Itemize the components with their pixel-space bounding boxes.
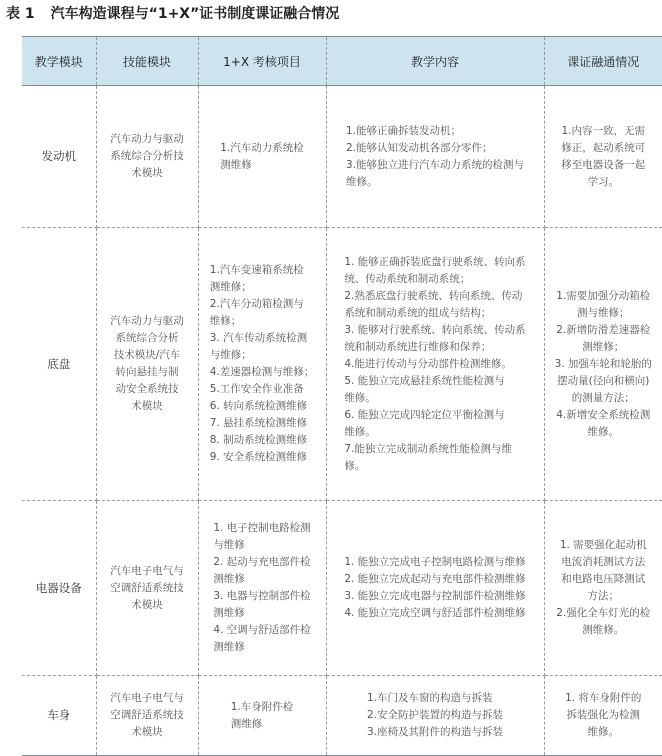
skill-module-cell	[96, 86, 198, 228]
teaching-content-cell	[326, 228, 544, 501]
cell-text-line: 术模块	[131, 167, 163, 179]
cell-text-line: 4.新增安全系统检测	[556, 408, 651, 421]
cell-text-line: 1.车身附件检	[230, 700, 294, 713]
cell-text-line: 摆动量(径向和横向)	[557, 374, 650, 387]
header-teaching-module: 教学模块	[22, 37, 96, 86]
table-row	[22, 676, 662, 756]
cell-text-line: 3. 能独立完成电器与控制部件检测维修	[344, 590, 526, 602]
cell-text-line: 7. 悬挂系统检测维修	[209, 417, 308, 429]
assessment-item-cell	[198, 228, 326, 501]
cell-text-line: 6. 能独立完成四轮定位平衡检测与	[344, 408, 505, 421]
cell-text-line: 4. 能独立完成空调与舒适部件检测维修	[344, 607, 526, 619]
integration-status-cell	[544, 86, 662, 228]
cell-text-line: 2.安全防护装置的构造与拆装	[366, 709, 504, 721]
cell-text-line: 统、传动系统和制动系统；	[344, 272, 471, 285]
cell-text-line: 术模块	[131, 598, 163, 611]
cell-text-line: 2.熟悉底盘行驶系统、转向系统、传动	[344, 289, 523, 302]
cell-text-line: 测维修	[230, 717, 263, 730]
cell-text-line: 1.内容一致，无需	[561, 124, 646, 137]
cell-text-line: 3. 能够对行驶系统、转向系统、传动系	[344, 323, 526, 336]
table-row	[22, 228, 662, 501]
cell-text-line: 2.能够认知发动机各部分零件；	[345, 141, 493, 154]
cell-text-line: 1. 将车身附件的	[565, 692, 642, 704]
cell-text-line: 4.差速器检测与维修；	[209, 366, 315, 378]
cell-text-line: 与维修	[213, 539, 245, 551]
skill-module-cell	[96, 228, 198, 501]
integration-status-cell	[544, 228, 662, 501]
cell-text-line: 测维修；	[582, 340, 625, 353]
teaching-content-cell	[326, 676, 544, 756]
skill-module-cell	[96, 676, 198, 756]
cell-text-line: 汽车动力与驱动	[110, 133, 184, 145]
cell-text-line: 维修。	[587, 425, 619, 438]
cell-text-line: 方法；	[587, 590, 619, 602]
cell-text-line: 维修；	[209, 315, 242, 327]
cell-text-line: 6. 转向系统检测维修	[209, 400, 308, 412]
cell-text-line: 测维修。	[582, 624, 625, 636]
curriculum-certificate-table	[22, 36, 662, 756]
cell-text-line: 统和制动系统进行维修和保养；	[344, 340, 492, 353]
cell-text-line: 5.工作安全作业准备	[209, 383, 304, 395]
teaching-module-cell: 发动机	[22, 86, 96, 228]
table-caption	[6, 3, 339, 25]
teaching-module-cell: 车身	[22, 676, 96, 756]
cell-text-line: 4. 空调与舒适部件检	[213, 624, 311, 636]
cell-text-line: 1.能够正确拆装发动机；	[345, 124, 462, 137]
cell-text-line: 1. 电子控制电路检测	[213, 522, 311, 534]
cell-text-line: 测维修	[213, 641, 245, 653]
header-integration-status: 课证融通情况	[544, 37, 662, 86]
header-teaching-content: 教学内容	[326, 37, 544, 86]
cell-text-line: 系统综合分析技	[110, 150, 184, 162]
cell-text-line: 维修。	[587, 726, 619, 738]
cell-text-line: 2.汽车分动箱检测与	[209, 298, 304, 310]
assessment-item-cell	[198, 86, 326, 228]
cell-text-line: 2. 起动与充电部件检	[213, 556, 311, 568]
cell-text-line: 汽车电子电气与	[110, 564, 184, 577]
cell-text-line: 动安全系统技	[115, 383, 179, 395]
cell-text-line: 1. 能独立完成电子控制电路检测与维修	[344, 556, 526, 568]
cell-text-line: 系统和制动系统的组成与结构；	[344, 306, 492, 319]
cell-text-line: 的测量方法；	[571, 391, 635, 404]
teaching-content-cell	[326, 86, 544, 228]
cell-text-line: 1.汽车变速箱系统检	[209, 264, 304, 276]
cell-text-line: 3. 电器与控制部件检	[213, 590, 311, 602]
header-assessment-item: 1+X 考核项目	[198, 37, 326, 86]
cell-text-line: 拆装强化为检测	[566, 709, 640, 721]
cell-text-line: 维修。	[345, 175, 378, 188]
cell-text-line: 1. 能够正确拆装底盘行驶系统、转向系	[344, 255, 526, 268]
cell-text-line: 9. 安全系统检测维修	[209, 451, 308, 463]
cell-text-line: 1. 需要强化起动机	[559, 539, 647, 551]
cell-text-line: 1.需要加强分动箱检	[556, 289, 651, 302]
cell-text-line: 术模块	[131, 726, 163, 738]
cell-text-line: 测维修	[213, 607, 245, 619]
header-skill-module: 技能模块	[96, 37, 198, 86]
cell-text-line: 修。	[344, 459, 366, 472]
cell-text-line: 4.能进行传动与分动部件检测维修。	[344, 357, 512, 370]
cell-text-line: 3.座椅及其附件的构造与拆装	[366, 726, 504, 738]
cell-text-line: 2. 能独立完成起动与充电部件检测维修	[344, 573, 526, 585]
teaching-module-cell: 底盘	[22, 228, 96, 501]
cell-text-line: 2.强化全车灯光的检	[556, 607, 651, 619]
cell-text-line: 和电路电压降测试	[561, 573, 646, 585]
cell-text-line: 8. 制动系统检测维修	[209, 434, 308, 446]
cell-text-line: 3. 汽车传动系统检测	[209, 332, 308, 344]
table-title: 汽车构造课程与“1+X”证书制度课证融合情况	[50, 6, 340, 22]
cell-text-line: 维修。	[344, 425, 376, 438]
cell-text-line: 汽车动力与驱动	[110, 315, 184, 327]
header-row	[22, 37, 662, 86]
cell-text-line: 空调舒适系统技	[110, 581, 184, 594]
cell-text-line: 3.能够独立进行汽车动力系统的检测与	[345, 158, 525, 171]
cell-text-line: 系统综合分析	[115, 332, 179, 344]
table-row	[22, 86, 662, 228]
cell-text-line: 7.能独立完成制动系统性能检测与维	[344, 442, 512, 455]
skill-module-cell	[96, 501, 198, 676]
teaching-content-cell	[326, 501, 544, 676]
cell-text-line: 空调舒适系统技	[110, 709, 184, 721]
cell-text-line: 电流消耗测试方法	[561, 556, 646, 568]
integration-status-cell	[544, 501, 662, 676]
cell-text-line: 术模块	[131, 400, 163, 412]
teaching-module-cell: 电器设备	[22, 501, 96, 676]
cell-text-line: 测维修	[213, 573, 245, 585]
cell-text-line: 5. 能独立完成悬挂系统性能检测与	[344, 374, 505, 387]
cell-text-line: 汽车电子电气与	[110, 692, 184, 704]
cell-text-line: 测维修；	[209, 281, 252, 293]
cell-text-line: 移至电器设备一起	[561, 158, 646, 171]
cell-text-line: 转向悬挂与制	[115, 366, 179, 378]
table-number: 表 1	[6, 6, 35, 22]
cell-text-line: 2.新增防滑差速器检	[556, 323, 651, 336]
cell-text-line: 测与维修；	[576, 306, 630, 319]
integration-status-cell	[544, 676, 662, 756]
cell-text-line: 1.车门及车窗的构造与拆装	[366, 692, 493, 704]
cell-text-line: 测维修	[220, 158, 252, 171]
cell-text-line: 修正，起动系统可	[561, 141, 646, 154]
cell-text-line: 学习。	[587, 175, 619, 188]
table-row	[22, 501, 662, 676]
assessment-item-cell	[198, 676, 326, 756]
cell-text-line: 1.汽车动力系统检	[220, 141, 304, 154]
cell-text-line: 3. 加强车轮和轮胎的	[554, 357, 652, 370]
cell-text-line: 技术模块/汽车	[113, 349, 181, 361]
cell-text-line: 与维修；	[209, 349, 252, 361]
cell-text-line: 维修。	[344, 391, 376, 404]
assessment-item-cell	[198, 501, 326, 676]
